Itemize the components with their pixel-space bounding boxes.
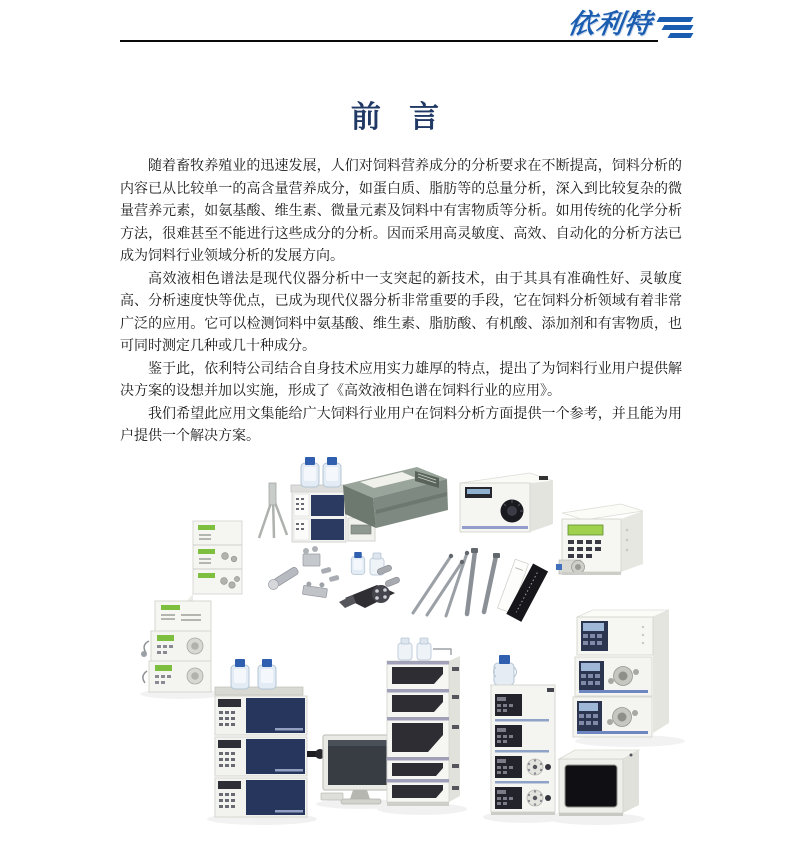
paragraph-4: 我们希望此应用文集能给广大饲料行业用户在饲料分析方面提供一个参考，并且能为用户提供一个解决方案。 bbox=[120, 406, 682, 444]
column-oven-icon bbox=[559, 750, 639, 816]
paragraph-3: 鉴于此，依利特公司结合自身技术应用实力雄厚的特点，提出了为饲料行业用户提供解决方案的设想并加以实施，形成了《高效液相色谱在饲料行业的应用》。 bbox=[120, 361, 682, 399]
paragraph-2: 高效液相色谱法是现代仪器分析中一支突起的新技术，由于其具有准确性好、灵敏度高、分析速度快等优点，已成为现代仪器分析非常重要的手段，它在饲料分析领域有着非常广泛的应用。它可以检测饲料中氨基酸、维生素、脂肪酸、有机酸、添加剂和有害物质，也可同时测定几种或几十种成分。 bbox=[120, 271, 682, 354]
paragraph-1: 随着畜牧养殖业的迅速发展，人们对饲料营养成分的分析要求在不断提高，饲料分析的内容已从比较单一的高含量营养成分，如蛋白质、脂肪等的总量分析，深入到比较复杂的微量营养元素，如氨基酸、维生素、微量元素及饲料中有害物质等分析。如用传统的化学分析方法，很难甚至不能进行这些成分的分析。因而采用高灵敏度、高效、自动化的分析方法已成为饲料行业领域分析的发展方向。 bbox=[120, 159, 682, 264]
modular-hplc-tower-icon bbox=[387, 638, 460, 806]
hplc-navy-stack-with-bottles-icon bbox=[215, 659, 326, 817]
logo-stripes-icon bbox=[658, 17, 692, 38]
company-logo bbox=[565, 9, 692, 40]
hplc-pump-icon bbox=[556, 504, 643, 575]
fittings-and-valves-icon bbox=[267, 546, 401, 608]
company-logo-text: 依利特 bbox=[565, 9, 655, 40]
hplc-stack-with-bottle-icon bbox=[491, 655, 555, 815]
instrument-collage bbox=[115, 435, 690, 835]
preface-body bbox=[120, 156, 682, 449]
detector-module-icon bbox=[460, 473, 553, 532]
header-rule bbox=[120, 40, 658, 42]
computer-monitor-icon bbox=[321, 735, 394, 804]
dual-pump-stack-icon bbox=[573, 610, 669, 737]
pump-stack-icon bbox=[141, 601, 211, 692]
hplc-tall-stack-icon bbox=[185, 521, 242, 603]
spectrophotometer-icon bbox=[343, 467, 448, 528]
hplc-columns-icon bbox=[413, 548, 548, 622]
page-title: 前 言 bbox=[350, 101, 450, 134]
